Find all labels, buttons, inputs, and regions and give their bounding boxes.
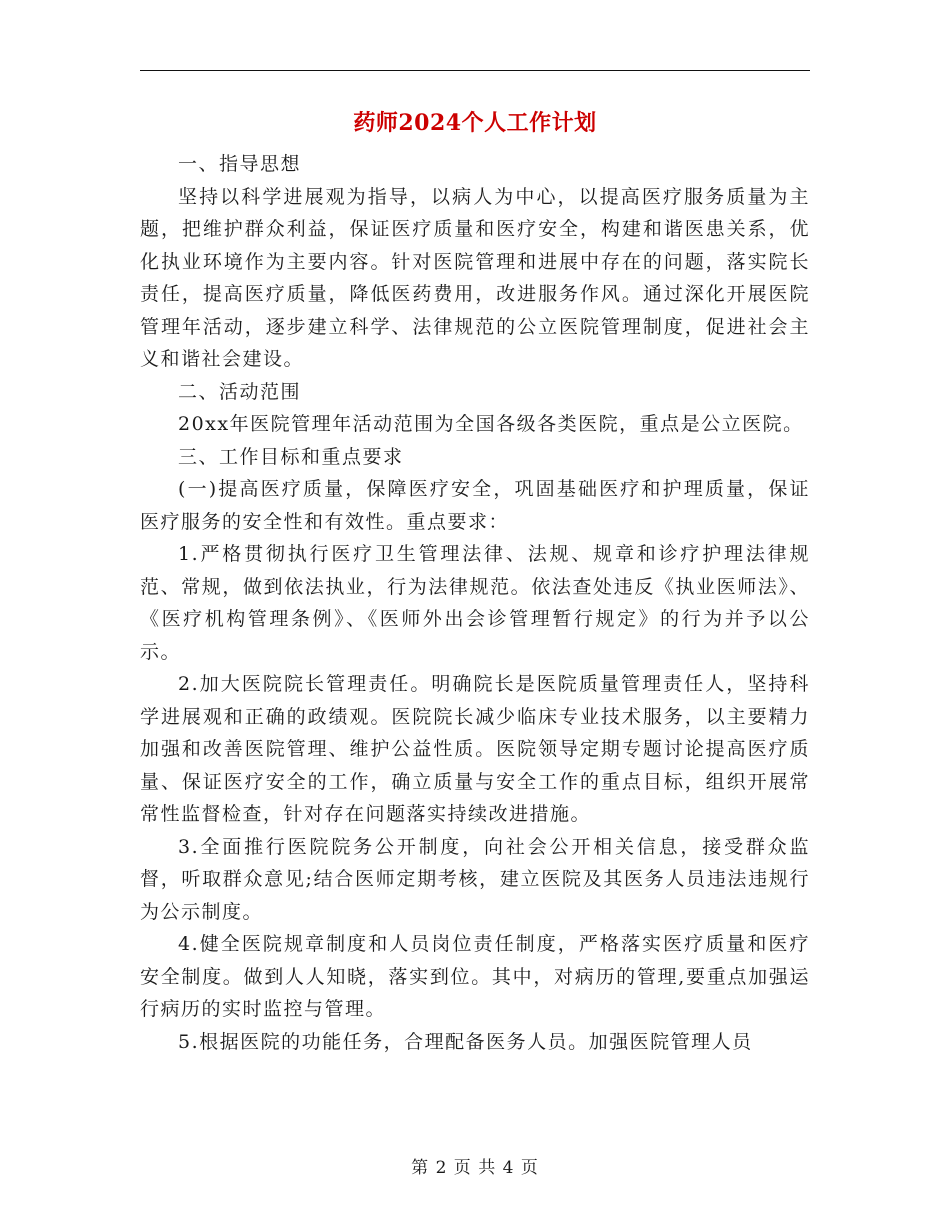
document-title: 药师2024个人工作计划: [353, 110, 597, 136]
body-paragraph: 2.加大医院院长管理责任。明确院长是医院质量管理责任人，坚持科学进展观和正确的政绩观。医院院长减少临床专业技术服务，以主要精力加强和改善医院管理、维护公益性质。医院领导定期专题讨论提高医疗质量、保证医疗安全的工作，确立质量与安全工作的重点目标，组织开展常常性监督检查，针对存在问题落实持续改进措施。: [140, 673, 810, 825]
body-paragraph: 1.严格贯彻执行医疗卫生管理法律、法规、规章和诊疗护理法律规范、常规，做到依法执业，行为法律规范。依法查处违反《执业医师法》、《医疗机构管理条例》、《医师外出会诊管理暂行规定》的行为并予以公示。: [140, 543, 810, 663]
body-paragraph: 4.健全医院规章制度和人员岗位责任制度，严格落实医疗质量和医疗安全制度。做到人人知晓，落实到位。其中，对病历的管理,要重点加强运行病历的实时监控与管理。: [140, 933, 810, 1020]
section-heading: 二、活动范围: [178, 380, 302, 403]
body-paragraph: 3.全面推行医院院务公开制度，向社会公开相关信息，接受群众监督，听取群众意见;结合医师定期考核，建立医院及其医务人员违法违规行为公示制度。: [140, 835, 810, 923]
document-body: [140, 148, 810, 1058]
body-paragraph: (一)提高医疗质量，保障医疗安全，巩固基础医疗和护理质量，保证医疗服务的安全性和有效性。重点要求：: [140, 478, 810, 533]
body-paragraph: 20xx年医院管理年活动范围为全国各级各类医院，重点是公立医院。: [178, 413, 804, 435]
body-paragraph: 坚持以科学进展观为指导，以病人为中心，以提高医疗服务质量为主题，把维护群众利益，保证医疗质量和医疗安全，构建和谐医患关系，优化执业环境作为主要内容。针对医院管理和进展中存在的问题，落实院长责任，提高医疗质量，降低医药费用，改进服务作风。通过深化开展医院管理年活动，逐步建立科学、法律规范的公立医院管理制度，促进社会主义和谐社会建设。: [140, 185, 810, 370]
section-heading: 一、指导思想: [178, 153, 302, 175]
section-heading: 三、工作目标和重点要求: [178, 445, 404, 468]
page-number-label: 第 2 页 共 4 页: [411, 1158, 539, 1178]
header-rule: [140, 70, 810, 71]
page-footer: [0, 1153, 950, 1178]
body-paragraph: 5.根据医院的功能任务，合理配备医务人员。加强医院管理人员: [178, 1030, 753, 1053]
